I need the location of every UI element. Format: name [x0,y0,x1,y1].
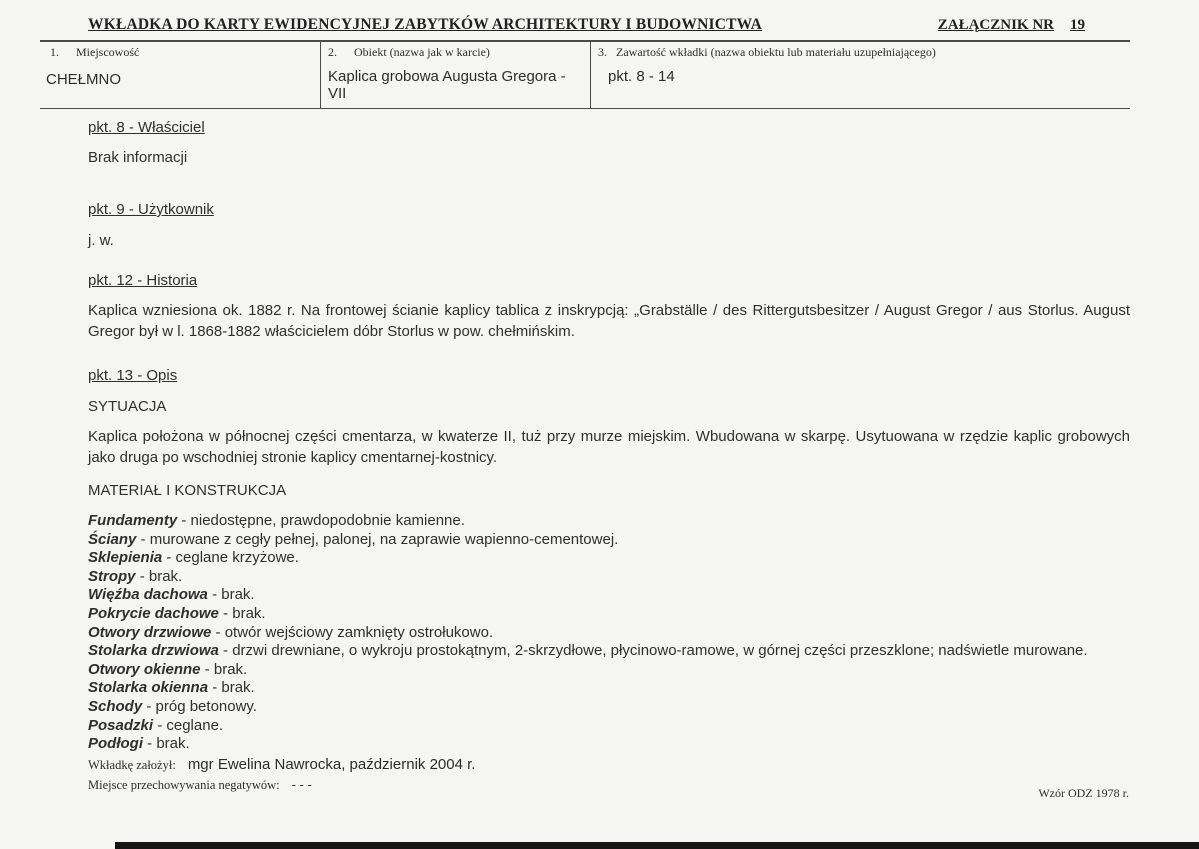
negatives-label: Miejsce przechowywania negatywów: [88,778,280,792]
situation-heading: SYTUACJA [88,398,167,415]
col2-number: 2. [328,45,337,59]
col2-header-label: Obiekt (nazwa jak w karcie) [354,45,490,59]
material-label: Stolarka okienna [88,679,209,697]
negatives-line [88,777,312,793]
material-row [88,661,1130,680]
material-text: - brak. [212,586,255,604]
material-text: - drzwi drewniane, o wykroju prostokątnym, 2-skrzydłowe, płycinowo-ramowe, w górnej części przeszklone; nadświetle murowane. [223,642,1088,660]
material-text: - ceglane krzyżowe. [166,549,299,567]
material-row [88,679,1130,698]
material-row [88,698,1130,717]
material-label: Ściany [88,530,137,548]
material-text: - ceglane. [157,716,224,734]
material-label: Otwory drzwiowe [88,623,212,641]
material-row [88,735,1130,754]
material-row [88,624,1130,643]
founder-value: mgr Ewelina Nawrocka, październik 2004 r. [187,756,476,773]
material-label: Pokrycie dachowe [88,604,219,622]
material-row [88,605,1130,624]
document-header [40,16,1130,34]
col3-header [598,45,936,60]
pkt9-body: j. w. [88,232,114,249]
col3-number: 3. [598,45,607,59]
document-body [88,108,1130,754]
material-row [88,586,1130,605]
header-rule [40,40,1130,42]
object-name-value: Kaplica grobowa Augusta Gregora - VII [328,68,566,102]
material-row [88,642,1130,661]
locality-value: CHEŁMNO [46,71,122,88]
material-label: Więźba dachowa [88,586,208,604]
attachment-text: ZAŁĄCZNIK NR [937,17,1054,33]
material-row [88,568,1130,587]
material-label: Posadzki [88,716,154,734]
material-text: - brak. [147,735,190,753]
insert-content-value: pkt. 8 - 14 [608,68,675,85]
material-label: Otwory okienne [88,660,201,678]
col1-number: 1. [50,45,59,59]
material-heading: MATERIAŁ I KONSTRUKCJA [88,482,287,499]
section-heading-pkt12: pkt. 12 - Historia [88,272,198,289]
attachment-number: 19 [1070,17,1085,33]
col1-header-label: Miejscowość [76,45,140,59]
scan-edge-artifact [115,842,1199,849]
founder-line [88,756,475,773]
col1-header [50,45,139,60]
situation-body: Kaplica położona w północnej części cmentarza, w kwaterze II, tuż przy murze miejskim. Wbudowana w skarpę. Usytuowana w rzędzie kaplic grobowych jako druga po wschodniej stronie kaplicy cmentarnej-kostnicy. [88,428,1130,466]
material-text: - brak. [139,567,183,585]
material-text: - brak. [223,604,266,622]
material-label: Stropy [88,567,136,585]
material-text: - niedostępne, prawdopodobnie kamienne. [181,512,465,529]
material-label: Schody [88,697,143,715]
material-label: Podłogi [88,735,143,753]
material-text: - próg betonowy. [146,697,257,715]
col2-header [328,45,490,60]
pkt12-body: Kaplica wzniesiona ok. 1882 r. Na frontowej ścianie kaplicy tablica z inskrypcją: „Grabställe / des Rittergutsbesitzer / August Gregor / aus Storlus. August Gregor był w l. 1868-1882 właścicielem dóbr Storlus w pow. chełmińskim. [88,302,1130,340]
material-text: - murowane z cegły pełnej, palonej, na zaprawie wapienno-cementowej. [140,530,619,548]
section-heading-pkt13: pkt. 13 - Opis [88,367,178,384]
document-title: WKŁADKA DO KARTY EWIDENCYJNEJ ZABYTKÓW ARCHITEKTURY I BUDOWNICTWA [88,16,763,33]
material-row [88,717,1130,736]
table-divider-2 [590,41,591,108]
material-text: - brak. [212,679,255,697]
form-note: Wzór ODZ 1978 r. [1038,786,1129,800]
pkt8-body: Brak informacji [88,149,188,166]
material-label: Sklepienia [88,549,163,567]
material-row [88,531,1130,550]
negatives-value: - - - [291,777,312,792]
attachment-label [938,17,1085,34]
material-row [88,512,1130,531]
materials-list [88,512,1130,754]
material-text: - brak. [204,660,248,678]
material-text: - otwór wejściowy zamknięty ostrołukowo. [215,623,494,641]
table-divider-1 [320,41,321,108]
material-label: Stolarka drzwiowa [88,642,219,660]
section-heading-pkt8: pkt. 8 - Właściciel [88,119,205,136]
founder-label: Wkładkę założył: [88,758,176,772]
material-row [88,549,1130,568]
section-heading-pkt9: pkt. 9 - Użytkownik [88,201,214,218]
col3-header-label: Zawartość wkładki (nazwa obiektu lub materiału uzupełniającego) [616,45,936,59]
material-label: Fundamenty [88,512,178,529]
